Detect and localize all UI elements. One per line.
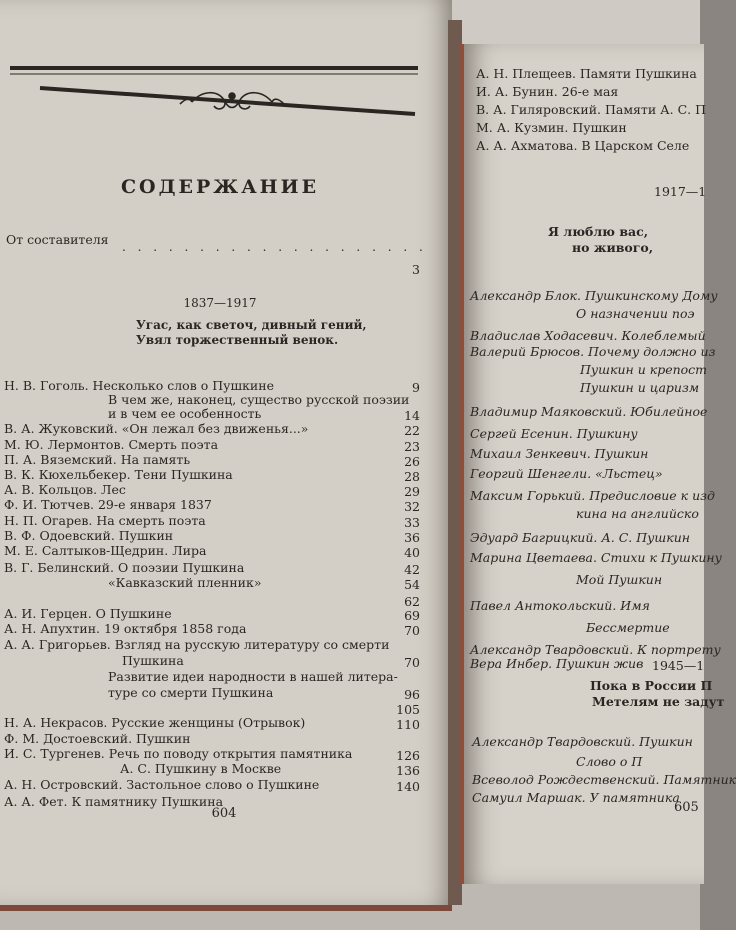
toc-entry: В. К. Кюхельбекер. Тени Пушкина: [4, 467, 233, 482]
toc-entry: туре со смерти Пушкина: [108, 685, 274, 700]
toc-entry: И. С. Тургенев. Речь по поводу открытия памятника: [4, 746, 353, 761]
toc-entry: Самуил Маршак. У памятника: [472, 790, 680, 805]
toc-entry: Всеволод Рождественский. Памятник: [472, 772, 736, 787]
toc-page-number: 62: [404, 594, 420, 609]
toc-entry: А. Н. Плещеев. Памяти Пушкина: [476, 66, 697, 81]
toc-page-number: 136: [396, 763, 420, 778]
toc-entry: Н. В. Гоголь. Несколько слов о Пушкине: [4, 378, 274, 393]
page-number: 605: [674, 800, 699, 815]
toc-entry: Н. П. Огарев. На смерть поэта: [4, 513, 206, 528]
toc-page-number: 96: [404, 687, 420, 702]
toc-entry: М. А. Кузмин. Пушкин: [476, 120, 627, 135]
toc-page-number: 26: [404, 454, 420, 469]
section-years: 1945—1: [652, 658, 705, 673]
toc-entry: П. А. Вяземский. На память: [4, 452, 191, 467]
toc-entry: И. А. Бунин. 26-е мая: [476, 84, 619, 99]
intro-label: От составителя: [6, 232, 109, 247]
toc-entry: Ф. М. Достоевский. Пушкин: [4, 731, 191, 746]
epigraph-line: Увял торжественный венок.: [136, 333, 339, 347]
toc-entry: А. Н. Апухтин. 19 октября 1858 года: [4, 621, 247, 636]
ornament-divider: [10, 62, 418, 124]
toc-page-number: 32: [404, 499, 420, 514]
toc-entry: Пушкин и крепост: [580, 362, 708, 377]
toc-page-number: 14: [404, 408, 420, 423]
toc-entry: Владимир Маяковский. Юбилейное: [470, 404, 708, 419]
toc-entry: Михаил Зенкевич. Пушкин: [470, 446, 649, 461]
toc-entry: кина на английско: [576, 506, 699, 521]
toc-entry: Марина Цветаева. Стихи к Пушкину: [470, 550, 722, 565]
toc-entry: Пушкина: [122, 653, 184, 668]
right-page: [460, 44, 736, 884]
toc-entry: Пушкин и царизм: [580, 380, 700, 395]
toc-entry: и в чем ее особенность: [108, 406, 262, 421]
section-years: 1917—1: [654, 184, 707, 199]
toc-entry: А. Н. Островский. Застольное слово о Пушкине: [4, 777, 320, 792]
toc-page-number: 70: [404, 655, 420, 670]
toc-entry: «Кавказский пленник»: [108, 575, 262, 590]
toc-entry: Вера Инбер. Пушкин жив: [470, 656, 644, 671]
toc-entry: А. В. Кольцов. Лес: [4, 482, 126, 497]
toc-entry: Александр Твардовский. К портрету: [470, 642, 721, 657]
epigraph-line: Угас, как светоч, дивный гений,: [136, 318, 367, 332]
epigraph-line: Пока в России П: [590, 678, 713, 693]
toc-entry: Н. А. Некрасов. Русские женщины (Отрывок): [4, 715, 306, 730]
toc-entry: А. С. Пушкину в Москве: [120, 761, 282, 776]
toc-entry: Эдуард Багрицкий. А. С. Пушкин: [470, 530, 690, 545]
intro-page: 3: [412, 262, 420, 277]
toc-entry: Сергей Есенин. Пушкину: [470, 426, 638, 441]
toc-entry: А. А. Ахматова. В Царском Селе: [476, 138, 690, 153]
toc-page-number: 40: [404, 545, 420, 560]
toc-entry: Мой Пушкин: [576, 572, 663, 587]
epigraph-line: Я люблю вас,: [548, 224, 649, 239]
toc-entry: Бессмертие: [586, 620, 670, 635]
leader-dots: . . . . . . . . . . . . . . . . . . . .: [122, 240, 427, 254]
toc-entry: Слово о П: [576, 754, 643, 769]
toc-entry: Ф. И. Тютчев. 29-е января 1837: [4, 497, 212, 512]
toc-entry: А. А. Григорьев. Взгляд на русскую литературу со смерти: [4, 637, 390, 652]
toc-entry: А. А. Фет. К памятнику Пушкина: [4, 794, 224, 809]
toc-entry: Георгий Шенгели. «Льстец»: [470, 466, 663, 481]
toc-entry: Владислав Ходасевич. Колеблемый: [470, 328, 706, 343]
toc-page-number: 126: [396, 748, 420, 763]
toc-entry: О назначении поэ: [576, 306, 695, 321]
toc-entry: Валерий Брюсов. Почему должно из: [470, 344, 716, 359]
toc-entry: А. И. Герцен. О Пушкине: [4, 606, 172, 621]
epigraph-line: Метелям не задут: [592, 694, 725, 709]
toc-page-number: 22: [404, 423, 420, 438]
toc-entry: Максим Горький. Предисловие к изд: [470, 488, 715, 503]
toc-entry: В. А. Жуковский. «Он лежал без движенья...»: [4, 421, 309, 436]
toc-page-number: 23: [404, 439, 420, 454]
toc-page-number: 33: [404, 515, 420, 530]
epigraph-line: но живого,: [572, 240, 654, 255]
toc-entry: В чем же, наконец, существо русской поэзии: [108, 392, 410, 407]
toc-entry: В. Г. Белинский. О поэзии Пушкина: [4, 560, 245, 575]
toc-entry: В. А. Гиляровский. Памяти А. С. П: [476, 102, 706, 117]
toc-page-number: 69: [404, 608, 420, 623]
toc-entry: Александр Твардовский. Пушкин: [472, 734, 693, 749]
toc-page-number: 28: [404, 469, 420, 484]
toc-entry: Развитие идеи народности в нашей литера-: [108, 669, 398, 684]
toc-page-number: 36: [404, 530, 420, 545]
toc-page-number: 110: [396, 717, 420, 732]
page-number: 604: [211, 806, 237, 821]
toc-entry: В. Ф. Одоевский. Пушкин: [4, 528, 174, 543]
toc-page-number: 9: [412, 380, 420, 395]
toc-page-number: 140: [396, 779, 420, 794]
toc-entry: М. Е. Салтыков-Щедрин. Лира: [4, 543, 207, 558]
section-years: 1837—1917: [183, 296, 257, 310]
toc-page-number: 54: [404, 577, 420, 592]
toc-page-number: 42: [404, 562, 420, 577]
toc-page-number: 105: [396, 702, 420, 717]
toc-entry: Павел Антокольский. Имя: [470, 598, 650, 613]
toc-page-number: 70: [404, 623, 420, 638]
toc-entry: М. Ю. Лермонтов. Смерть поэта: [4, 437, 219, 452]
contents-title: СОДЕРЖАНИЕ: [120, 176, 320, 198]
toc-entry: Александр Блок. Пушкинскому Дому: [470, 288, 718, 303]
toc-page-number: 29: [404, 484, 420, 499]
